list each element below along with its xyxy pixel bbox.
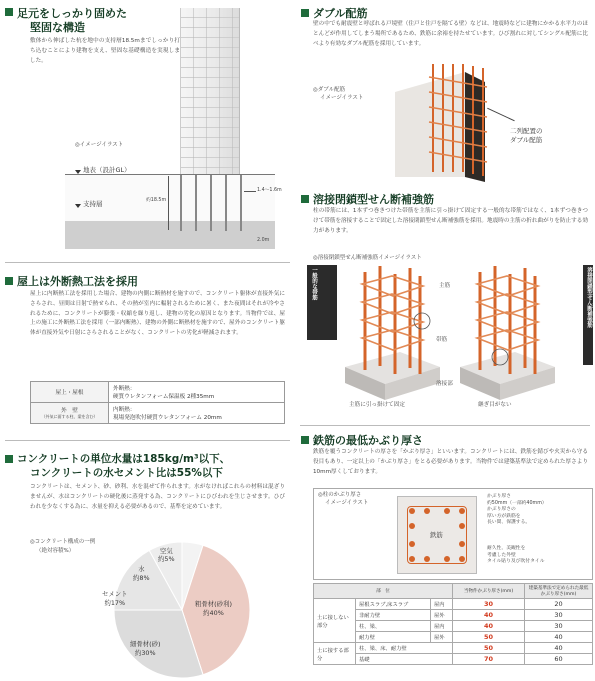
heading-marker bbox=[301, 436, 309, 444]
width-dimension-line bbox=[244, 191, 256, 192]
pile bbox=[210, 175, 212, 231]
foundation-body: 敷体から伸ばした杭を地中の支持層18.5mまでしっかり打ち込むことにより建物を支え、堅固な基礎構造を実現しました。 bbox=[30, 38, 180, 64]
pie-label-cement: セメント 約17% bbox=[102, 590, 128, 607]
shear-reinforcement-illustration bbox=[340, 262, 580, 412]
cover-caption-2: イメージイラスト bbox=[325, 500, 369, 506]
header-law: 建築基準法で定められた最低かぶり厚さ(mm) bbox=[525, 584, 593, 599]
support-label: 支持層 bbox=[83, 200, 103, 208]
roof-title: 屋上は外断熱工法を採用 bbox=[17, 275, 138, 288]
pile bbox=[225, 175, 227, 231]
concrete-caption-2: （絶対容積%） bbox=[36, 548, 75, 554]
row-label: 屋上・屋根 bbox=[31, 382, 109, 403]
label-nogap: 継ぎ目がない bbox=[478, 402, 512, 408]
pile bbox=[195, 175, 197, 231]
this-cell: 50 bbox=[453, 643, 525, 654]
left-label: 一般的な帯筋 bbox=[311, 267, 317, 300]
width-label-1: 1.4〜1.6m bbox=[257, 188, 282, 193]
part-cell: 非耐力壁 bbox=[356, 610, 431, 621]
heading-marker bbox=[5, 277, 13, 285]
heading-marker bbox=[5, 455, 13, 463]
double-rebar-title: ダブル配筋 bbox=[313, 7, 368, 20]
this-cell: 40 bbox=[453, 621, 525, 632]
cover-caption-1: ◎柱のかぶり厚さ bbox=[318, 492, 362, 498]
label-band: 帯筋 bbox=[436, 337, 448, 343]
part-cell: 基礎 bbox=[356, 654, 453, 665]
rebar-label: 鉄筋 bbox=[430, 531, 443, 539]
shear-title: 溶接閉鎖型せん断補強筋 bbox=[313, 193, 434, 206]
law-cell: 30 bbox=[525, 621, 593, 632]
group-cell: 土に接する部分 bbox=[314, 643, 356, 665]
table-header-row bbox=[314, 584, 593, 599]
shear-caption: ◎溶接閉鎖型せん断補強筋イメージイラスト bbox=[313, 255, 422, 261]
foundation-title-1: 足元をしっかり固めた bbox=[17, 7, 127, 20]
pile bbox=[240, 175, 242, 231]
ground-marker-icon bbox=[75, 170, 81, 174]
table-row bbox=[314, 610, 593, 621]
pie-label-fine: 細骨材(砂) 約30% bbox=[130, 640, 161, 657]
concrete-caption-1: ◎コンクリート構成の一例 bbox=[30, 539, 96, 545]
part-cell: 柱、梁、 bbox=[356, 621, 431, 632]
shear-body: 柱の帯筋には、1本ずつ巻きつけた帯筋を主筋に引っ掛けて固定する一般的な帯筋ではなく、1本ずつ巻きつけて帯筋を溶接することで固定した溶接閉鎖型せん断補強筋を採用。地震時の主筋の折れ曲がりを防止する効力があります。 bbox=[313, 208, 588, 234]
double-rebar-label-1: 二列配置の bbox=[510, 127, 543, 135]
table-row bbox=[314, 632, 593, 643]
double-rebar-body: 壁の中でも耐震壁と呼ばれる戸境壁（住戸と住戸を隔てる壁）などは、地震時などに建物にかかる水平力のほとんどが作用してしまう場所であるため、鉄筋に余裕を持たせています。ひび割れに対してシングル配筋に比べより有効なダブル配筋を採用しています。 bbox=[313, 21, 588, 47]
heading-marker bbox=[301, 195, 309, 203]
width-label-2: 2.0m bbox=[257, 238, 270, 243]
depth-dimension-line bbox=[168, 176, 169, 230]
loc-cell: 屋外 bbox=[431, 610, 453, 621]
double-rebar-label-2: ダブル配筋 bbox=[510, 136, 543, 144]
part-cell: 耐力壁 bbox=[356, 632, 431, 643]
table-row bbox=[314, 621, 593, 632]
group-cell: 土に接しない部分 bbox=[314, 599, 356, 643]
law-cell: 30 bbox=[525, 610, 593, 621]
this-cell: 70 bbox=[453, 654, 525, 665]
building-illustration bbox=[180, 8, 240, 174]
pie-label-coarse: 粗骨材(砂利) 約40% bbox=[195, 600, 232, 617]
part-cell: 屋根スラブ,床スラブ bbox=[356, 599, 431, 610]
table-row bbox=[314, 599, 593, 610]
table-row bbox=[31, 403, 285, 424]
table-row bbox=[314, 654, 593, 665]
cover-thickness-table bbox=[313, 583, 593, 665]
part-cell: 柱、梁、床、耐力壁 bbox=[356, 643, 453, 654]
ground-label: 地表（設計GL） bbox=[83, 166, 131, 174]
double-rebar-illustration bbox=[385, 62, 525, 182]
law-cell: 60 bbox=[525, 654, 593, 665]
cover-body: 鉄筋を覆うコンクリートの厚さを「かぶり厚さ」といいます。コンクリートには、鉄筋を錆びや火災から守る役目もあり、一定以上の「かぶり厚さ」をとる必要があります。当物件では建築基準法で定められた厚さより10mm厚くしております。 bbox=[313, 449, 588, 475]
concrete-title-2: コンクリートの水セメント比は55%以下 bbox=[30, 467, 223, 479]
soil-layer bbox=[65, 175, 275, 221]
table-row bbox=[314, 643, 593, 654]
section-divider bbox=[5, 440, 290, 441]
header-this: 当物件かぶり厚さ(mm) bbox=[453, 584, 525, 599]
this-cell: 30 bbox=[453, 599, 525, 610]
rebar-dots bbox=[407, 506, 467, 564]
concrete-body: コンクリートは、セメント、砂、砂利、水を混ぜて作られます。水がなければこれらの材料は混ざりませんが、水はコンクリートの硬化後に蒸発する為、コンクリートにひびわれを生じさせます。ひびわれを少なくする為に、水量を抑える必要があるので、基準を定めています。 bbox=[30, 484, 285, 510]
law-cell: 20 bbox=[525, 599, 593, 610]
double-rebar-caption-1: ◎ダブル配筋 bbox=[313, 87, 346, 93]
this-cell: 40 bbox=[453, 610, 525, 621]
right-label: 溶接閉鎖型せん断補強筋 bbox=[586, 267, 592, 328]
support-layer bbox=[65, 221, 275, 249]
double-rebar-caption-2: イメージイラスト bbox=[320, 95, 364, 101]
section-divider bbox=[5, 262, 290, 263]
cover-title: 鉄筋の最低かぶり厚さ bbox=[313, 434, 423, 447]
loc-cell: 屋外 bbox=[431, 632, 453, 643]
cover-note: かぶり厚さ 約50mm（一部約40mm） かぶり厚さの 厚い方が鉄筋を 長い間、保護する。 bbox=[487, 494, 547, 525]
header-part: 部 位 bbox=[314, 584, 453, 599]
loc-cell: 屋内 bbox=[431, 621, 453, 632]
this-cell: 50 bbox=[453, 632, 525, 643]
concrete-title-1: コンクリートの単位水量は185kg/m³以下、 bbox=[17, 453, 231, 465]
pie-label-water: 水 約8% bbox=[133, 565, 150, 582]
roof-body: 屋上に内断熱工法を採用した場合、建物の内側に断熱材を施すので、コンクリート躯体が直接外気にさらされ、昼間は日射で熱せられ、その熱が室内に輻射されるために暑く、また夜間はそれが冷やされるために、コンクリートが膨張・収縮を繰り返し、建物の劣化の原因となります。当物件では、屋上の施工に外断熱工法を採用（一部内断熱）、建物の外側に断熱材を施すので、屋外のコンクリート躯体が直接外気や日射にさらされることがなく、コンクリートの劣化が軽減されます。 bbox=[30, 291, 285, 337]
heading-marker bbox=[5, 8, 13, 16]
loc-cell: 屋内 bbox=[431, 599, 453, 610]
foundation-caption: ◎イメージイラスト bbox=[75, 142, 124, 148]
row-value: 外断熱： 硬質ウレタンフォーム保温板 2種35mm bbox=[109, 382, 285, 403]
pile bbox=[180, 175, 182, 231]
label-main-rebar: 主筋 bbox=[439, 283, 451, 289]
row-label: 外 壁 （外気に面する柱、梁を含む） bbox=[31, 403, 109, 424]
roof-insulation-table bbox=[30, 381, 285, 424]
label-weld: 溶接部 bbox=[436, 381, 453, 387]
label-hook: 主筋に引っ掛けて固定 bbox=[349, 402, 405, 408]
heading-marker bbox=[301, 9, 309, 17]
support-marker-icon bbox=[75, 204, 81, 208]
depth-label: 約18.5m bbox=[146, 198, 167, 203]
row-value: 内断熱： 現場発泡吹付硬質ウレタンフォーム 20mm bbox=[109, 403, 285, 424]
foundation-title-2: 堅固な構造 bbox=[30, 21, 85, 34]
pie-label-air: 空気 約5% bbox=[158, 547, 175, 563]
table-row bbox=[31, 382, 285, 403]
finish-note: 耐久性、美観性を 考慮した外壁 タイル貼り及び吹付タイル bbox=[487, 546, 545, 564]
law-cell: 40 bbox=[525, 632, 593, 643]
law-cell: 40 bbox=[525, 643, 593, 654]
section-divider bbox=[300, 425, 590, 426]
